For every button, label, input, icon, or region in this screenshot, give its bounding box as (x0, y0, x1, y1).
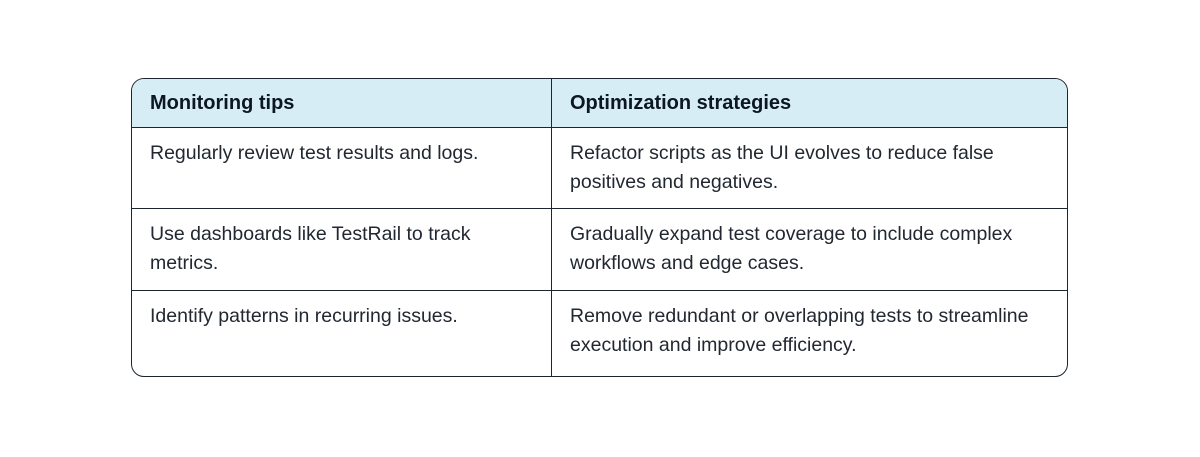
table-cell-optimization-strategy-3: Remove redundant or overlapping tests to streamline execution and improve efficiency. (570, 305, 1029, 356)
table-cell-monitoring-tip-3: Identify patterns in recurring issues. (132, 291, 552, 376)
column-header-monitoring-tips: Monitoring tips (132, 79, 552, 128)
table-cell-optimization-strategy-1: Refactor scripts as the UI evolves to reduce false positives and negatives. (552, 128, 1067, 209)
table-cell-monitoring-tip-1: Regularly review test results and logs. (132, 128, 552, 209)
monitoring-optimization-table (131, 78, 1068, 377)
table-cell-optimization-strategy-2: Gradually expand test coverage to include complex workflows and edge cases. (552, 209, 1067, 291)
table-cell-monitoring-tip-2: Use dashboards like TestRail to track metrics. (132, 209, 552, 291)
column-header-optimization-strategies: Optimization strategies (552, 79, 1067, 128)
